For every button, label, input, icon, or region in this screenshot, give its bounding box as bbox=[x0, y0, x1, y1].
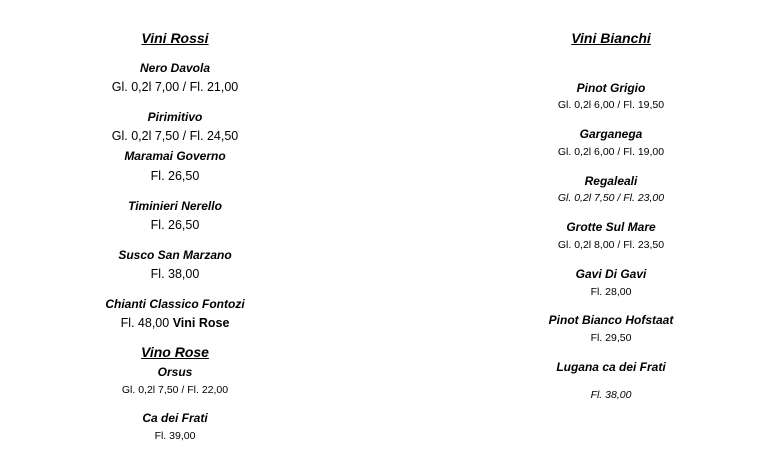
wine-name-maramai-governo: Maramai Governo bbox=[124, 149, 226, 163]
wine-price-suffix: Vini Rose bbox=[172, 316, 230, 330]
wine-price-timinieri-nerello: Fl. 26,50 bbox=[150, 218, 200, 232]
wine-name-ca-dei-frati: Ca dei Frati bbox=[142, 411, 208, 425]
wine-price-pirimitivo: Gl. 0,2l 7,50 / Fl. 24,50 bbox=[111, 129, 239, 143]
wine-name-nero-davola: Nero Davola bbox=[139, 61, 211, 75]
wine-name-lugana-ca-dei-frati: Lugana ca dei Frati bbox=[556, 360, 666, 374]
wine-price-gavi-di-gavi: Fl. 28,00 bbox=[590, 286, 632, 298]
wine-price-value: Fl. 48,00 bbox=[120, 316, 170, 330]
wine-name-pinot-grigio: Pinot Grigio bbox=[576, 81, 646, 95]
wine-name-chianti-classico-fontozi: Chianti Classico Fontozi bbox=[105, 297, 245, 311]
wine-name-susco-san-marzano: Susco San Marzano bbox=[118, 248, 232, 262]
rose-wines-heading: Vino Rose bbox=[141, 344, 209, 360]
wine-price-pinot-grigio: Gl. 0,2l 6,00 / Fl. 19,50 bbox=[557, 99, 665, 111]
wine-name-gavi-di-gavi: Gavi Di Gavi bbox=[575, 267, 647, 281]
wine-price-regaleali: Gl. 0,2l 7,50 / Fl. 23,00 bbox=[557, 192, 665, 204]
wine-price-lugana-ca-dei-frati: Fl. 38,00 bbox=[590, 389, 632, 401]
wine-price-chianti-classico-fontozi bbox=[60, 317, 290, 330]
wine-price-grotte-sul-mare: Gl. 0,2l 8,00 / Fl. 23,50 bbox=[557, 239, 665, 251]
wine-name-timinieri-nerello: Timinieri Nerello bbox=[128, 199, 222, 213]
wine-name-pirimitivo: Pirimitivo bbox=[147, 110, 203, 124]
wine-name-garganega: Garganega bbox=[579, 127, 643, 141]
wine-name-orsus: Orsus bbox=[157, 365, 193, 379]
wine-price-garganega: Gl. 0,2l 6,00 / Fl. 19,00 bbox=[557, 146, 665, 158]
wine-price-orsus: Gl. 0,2l 7,50 / Fl. 22,00 bbox=[121, 384, 229, 396]
wine-price-ca-dei-frati: Fl. 39,00 bbox=[154, 430, 196, 442]
wine-price-susco-san-marzano: Fl. 38,00 bbox=[150, 267, 200, 281]
wine-name-regaleali: Regaleali bbox=[584, 174, 638, 188]
white-wines-heading: Vini Bianchi bbox=[571, 30, 651, 46]
wine-name-grotte-sul-mare: Grotte Sul Mare bbox=[566, 220, 656, 234]
wine-price-maramai-governo: Fl. 26,50 bbox=[150, 169, 200, 183]
wine-name-pinot-bianco-hofstaat: Pinot Bianco Hofstaat bbox=[548, 313, 674, 327]
wine-price-pinot-bianco-hofstaat: Fl. 29,50 bbox=[590, 332, 632, 344]
wine-price-nero-davola: Gl. 0,2l 7,00 / Fl. 21,00 bbox=[111, 80, 239, 94]
red-wines-heading: Vini Rossi bbox=[141, 30, 209, 46]
